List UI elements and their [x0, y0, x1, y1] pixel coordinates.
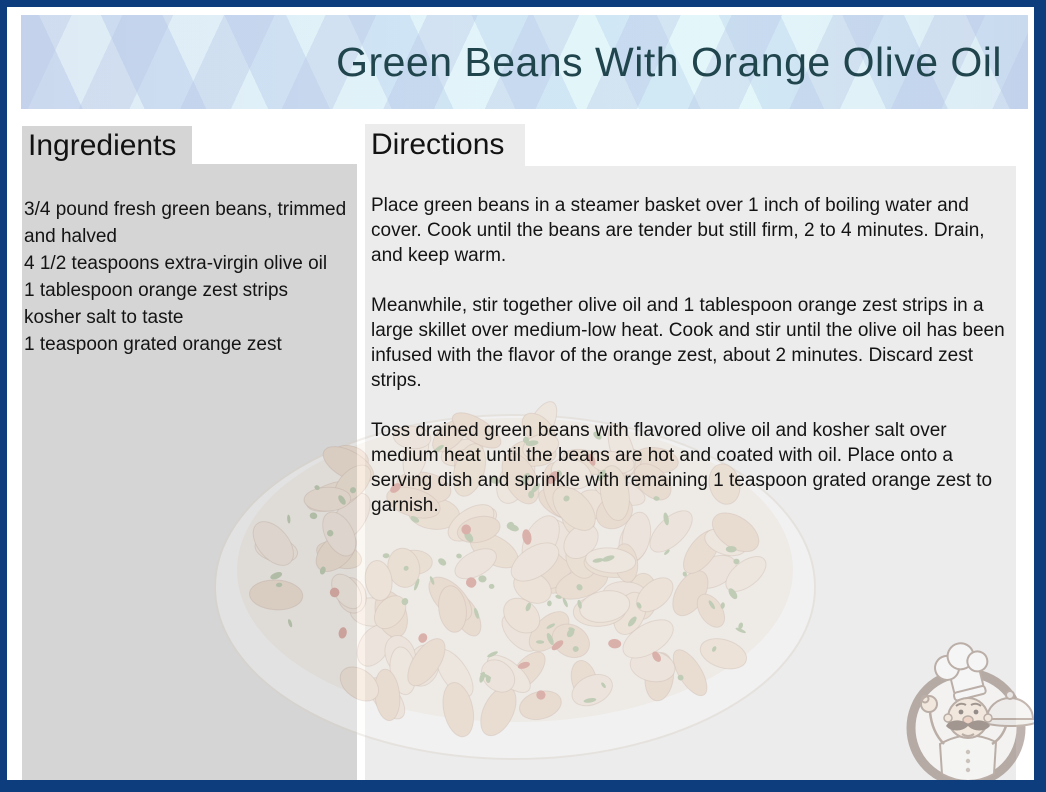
ingredient-item: 1 tablespoon orange zest strips	[24, 280, 289, 301]
directions-paragraph: Meanwhile, stir together olive oil and 1 tablespoon orange zest strips in a large skillet over medium-low heat. Cook and stir until the olive oil has been infused with the flavor of the orange zest, about 2 minutes. Discard zest strips.	[371, 295, 1005, 391]
ingredients-list	[24, 196, 354, 358]
page-border-bottom	[0, 780, 1046, 792]
directions-paragraph: Place green beans in a steamer basket over 1 inch of boiling water and cover. Cook until the beans are tender but still firm, 2 to 4 minutes. Drain, and keep warm.	[371, 195, 985, 266]
page-border-right	[1034, 0, 1046, 792]
title-banner	[21, 15, 1028, 109]
page-border-top	[0, 0, 1046, 7]
page-border-left	[0, 0, 7, 792]
ingredient-item: 3/4 pound fresh green beans, trimmed and halved	[24, 199, 347, 247]
directions-text	[371, 193, 1005, 543]
directions-heading: Directions	[371, 128, 505, 161]
ingredient-item: kosher salt to taste	[24, 307, 184, 328]
directions-paragraph: Toss drained green beans with flavored olive oil and kosher salt over medium heat until the beans are hot and coated with oil. Place onto a serving dish and sprinkle with remaining 1 teaspoon grated orange zest to garnish.	[371, 420, 993, 516]
ingredient-item: 4 1/2 teaspoons extra-virgin olive oil	[24, 253, 328, 274]
chef-logo-icon	[902, 642, 1040, 790]
page-title: Green Beans With Orange Olive Oil	[336, 38, 1002, 85]
ingredients-heading: Ingredients	[28, 129, 177, 162]
ingredient-item: 1 teaspoon grated orange zest	[24, 334, 282, 355]
